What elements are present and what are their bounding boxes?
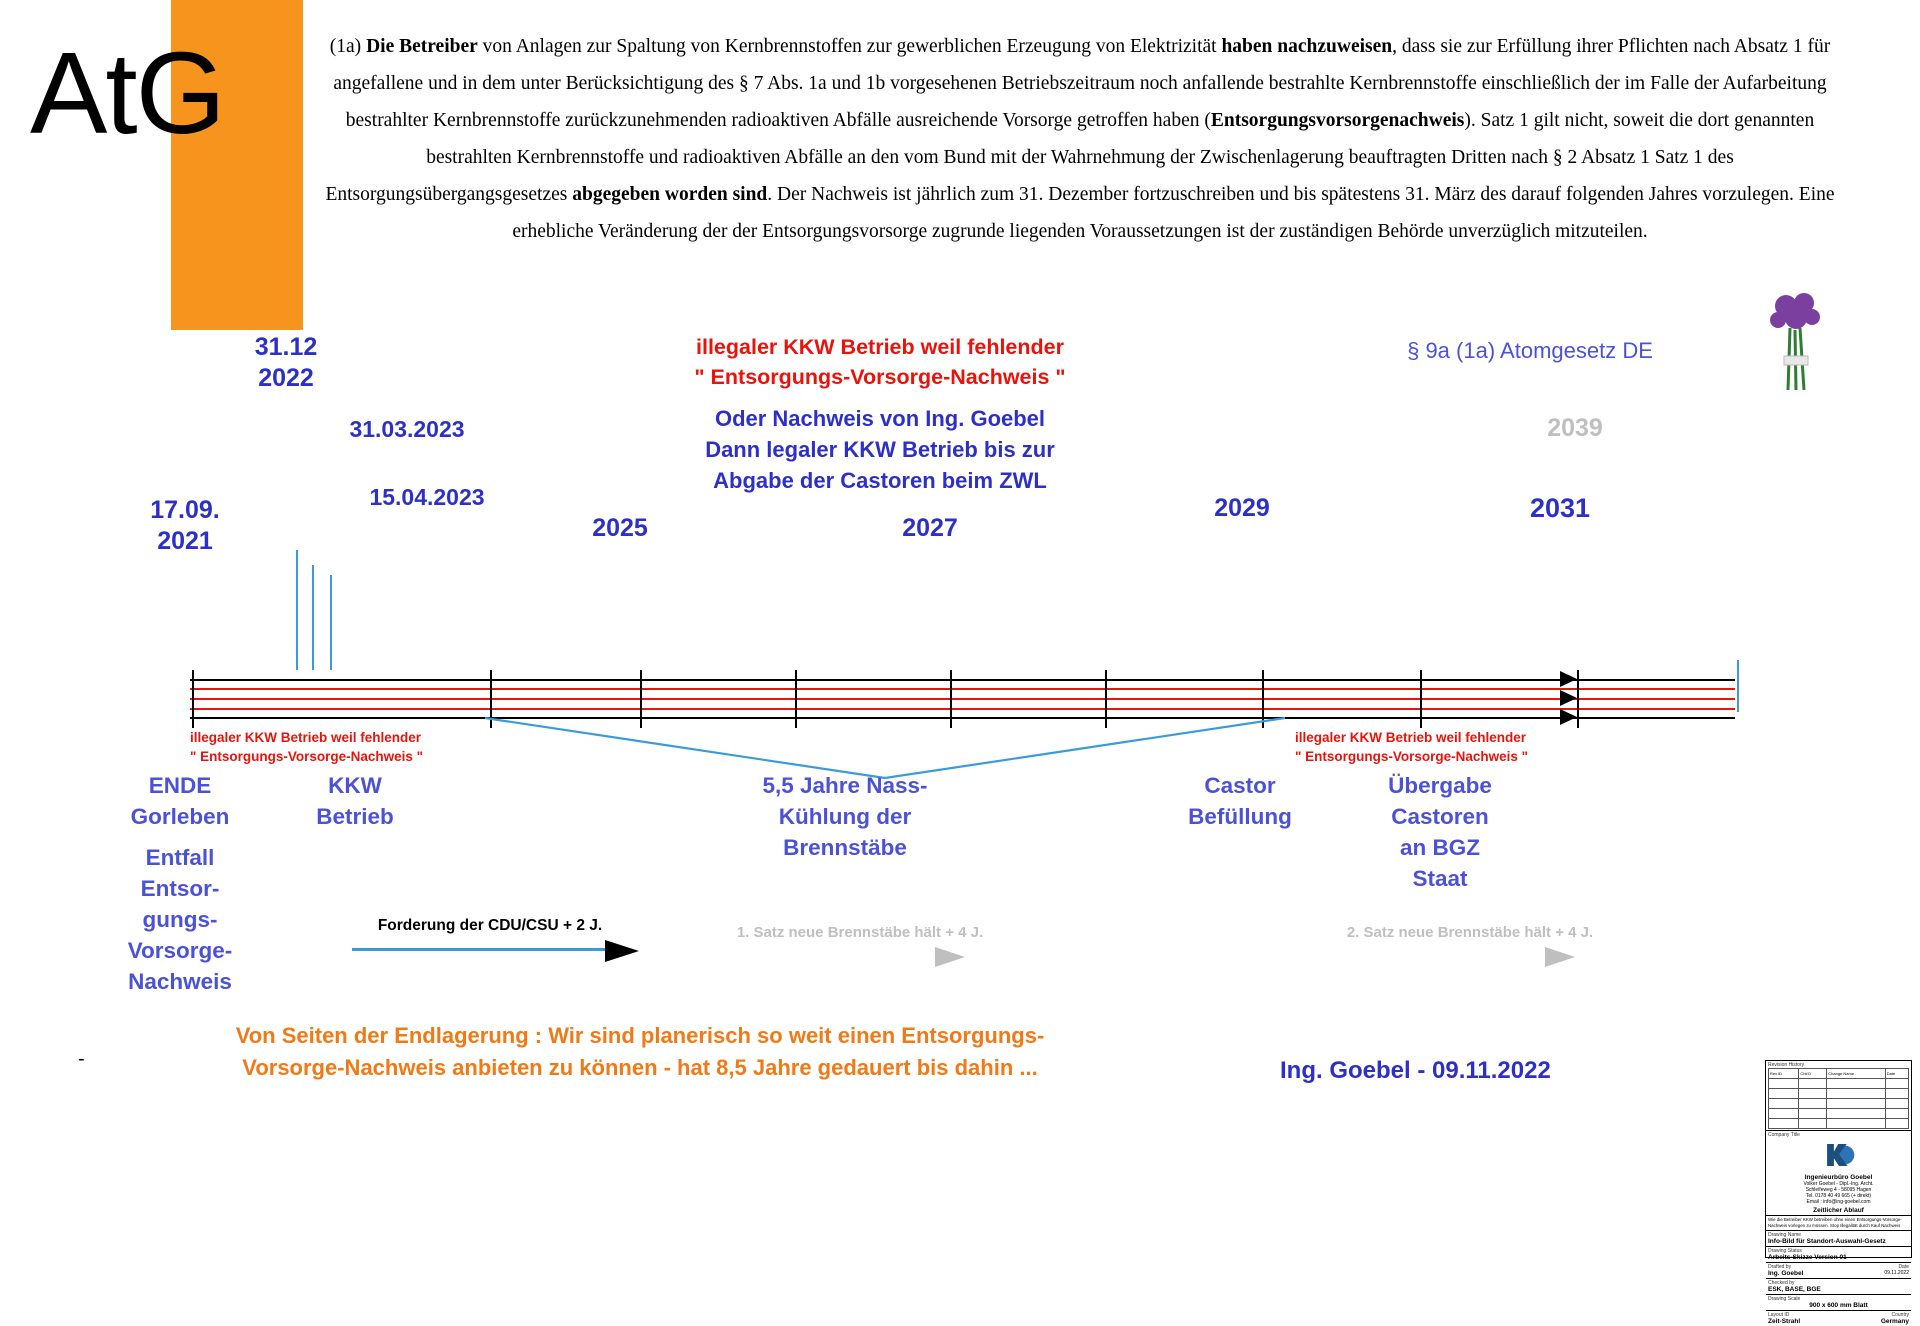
drawing-name-section [1766,1231,1911,1247]
label-law-reference: § 9a (1a) Atomgesetz DE [1407,338,1653,363]
drafted-by-value: Ing. Goebel [1768,1270,1804,1277]
drafted-date-value: 09.11.2022 [1884,1270,1909,1276]
timeline-rail-top [190,679,1735,681]
checked-by-label: Checked by [1768,1280,1795,1286]
drawing-title-block [1765,1060,1912,1325]
arrowhead-cdu [605,940,639,962]
category-castor-befuellung: Castor Befüllung [1188,773,1292,829]
country-value: Germany [1880,1318,1909,1325]
rev-col-date: Date [1885,1069,1908,1079]
country-label: Country [1891,1312,1909,1318]
dropline-31-03-2023 [312,565,314,670]
dropline-2039 [1737,660,1739,712]
atg-logo-text: AtG [30,28,224,158]
description-section [1766,1216,1911,1231]
timeline-rail-red-1 [190,688,1735,690]
rev-col-chk: Chk'D [1799,1069,1827,1079]
drawing-scale-label: Drawing Scale [1768,1296,1801,1302]
company-address-1: Volker Goebel - Dipl.-Ing. Archt. [1803,1181,1874,1187]
drawing-status-section [1766,1247,1911,1263]
revision-history-section [1766,1061,1911,1131]
layout-id-value: Zeit-Strahl [1768,1318,1801,1325]
revision-history-table [1768,1068,1909,1129]
timeline-diagram [0,330,1920,1259]
dropline-2022 [296,550,298,670]
company-name: Ingenieurbüro Goebel [1804,1174,1873,1181]
tick-2031 [1577,670,1579,728]
label-year-2031: 2031 [1529,493,1591,523]
flower-bouquet-icon [1760,290,1830,400]
company-logo-icon [1822,1141,1856,1169]
note-endlagerung: Von Seiten der Endlagerung : Wir sind planerisch so weit einen Entsorgungs- Vorsorge-Nachweis anbieten zu können - hat 8,5 Jahre gedauert bis dahin ... [235,1023,1045,1080]
drawing-status-value: Arbeits-Skizze Version 01 [1768,1254,1847,1261]
category-nasskuehlung: 5,5 Jahre Nass- Kühlung der Brennstäbe [762,773,928,860]
layout-id-section [1766,1311,1911,1326]
drafted-by-section [1766,1263,1911,1279]
drawing-name-value: Info-Bild für Standort-Auswahl-Gesetz [1768,1238,1886,1245]
checked-by-section [1766,1279,1911,1295]
note-illegal-operation-top: illegaler KKW Betrieb weil fehlender " Entsorgungs-Vorsorge-Nachweis " [694,335,1066,389]
drafted-by-label: Drafted by [1768,1264,1792,1270]
label-year-2025: 2025 [592,514,648,542]
note-illegal-right: illegaler KKW Betrieb weil fehlender " Entsorgungs-Vorsorge-Nachweis " [1295,730,1529,764]
rev-col-id: Rev.ID [1769,1069,1799,1079]
drawing-status-label: Drawing Status [1768,1248,1802,1254]
label-date-15-04-2023: 15.04.2023 [369,484,485,510]
company-section [1766,1131,1911,1216]
dropline-15-04-2023 [330,575,332,670]
checked-by-value: ESK, BASE, BGE [1768,1286,1821,1293]
arrowhead-bottom [1560,709,1577,725]
label-forderung-cdu: Forderung der CDU/CSU + 2 J. [377,917,603,934]
description-text: Wie die Betreiber KKW betreiben ohne einen Entsorgungs-Vorsorge-Nachweis vorlegen zu müssen. Stop Illegalität durch Kauf Nachweis [1768,1217,1902,1228]
arrowhead-top [1560,671,1577,687]
drawing-name-label: Drawing Name [1768,1232,1802,1238]
arrowhead-fuel-set-1 [935,947,965,967]
company-address-4: Email : info@ing-goebel.com [1806,1199,1871,1205]
arrow-line-cdu [352,948,607,951]
label-year-2039: 2039 [1547,414,1603,442]
arrowhead-middle [1560,690,1577,706]
label-fuel-set-1: 1. Satz neue Brennstäbe hält + 4 J. [736,924,984,941]
signature-label: Ing. Goebel - 09.11.2022 [1280,1057,1551,1084]
label-date-31-03-2023: 31.03.2023 [349,416,465,442]
dash-marker: - [78,1048,85,1070]
law-paragraph: (1a) Die Betreiber von Anlagen zur Spaltung von Kernbrennstoffen zur gewerblichen Erzeugung von Elektrizität haben nachzuweisen, dass sie zur Erfüllung ihrer Pflichten nach Absatz 1 für angefallene und in dem unter Berücksichtigung des § 7 Abs. 1a und 1b vorgesehenen Betriebszeitraum noch anfallende bestrahlte Kernbrennstoffe einschließlich der im Falle der Aufarbeitung bestrahlter Kernbrennstoffe zurückzunehmenden radioaktiven Abfälle ausreichende Vorsorge getroffen haben (Entsorgungsvorsorgenachweis). Satz 1 gilt nicht, soweit die dort genannten bestrahlten Kernbrennstoffe und radioaktiven Abfälle an den vom Bund mit der Wahrnehmung der Zwischenlagerung beauftragten Dritten nach § 2 Absatz 1 Satz 1 des Entsorgungsübergangsgesetzes abgegeben worden sind. Der Nachweis ist jährlich zum 31. Dezember fortzuschreiben und bis spätestens 31. März des darauf folgenden Jahres vorzulegen. Eine erhebliche Veränderung der der Entsorgungsvorsorge zugrunde liegenden Voraussetzungen ist der zuständigen Behörde unverzüglich mitzuteilen. [325,36,1835,242]
category-entfall-nachweis: Entfall Entsor- gungs- Vorsorge- Nachweis [127,845,233,994]
tick-2021 [192,670,194,728]
label-year-2027: 2027 [902,514,958,542]
category-uebergabe-castoren: Übergabe Castoren an BGZ Staat [1388,773,1492,891]
timeline-rail-red-2 [190,698,1735,700]
drawing-scale-value: 900 x 600 mm Blatt [1809,1302,1868,1309]
category-kkw-betrieb: KKW Betrieb [316,773,394,829]
drafted-date-label: Date [1898,1264,1909,1270]
company-address-3: Tel. 0178 40 49 665 (+ direkt) [1805,1193,1872,1199]
company-title-label: Company Title [1768,1132,1800,1138]
layout-id-label: Layout ID [1768,1312,1790,1318]
revision-history-label: Revision History [1768,1062,1805,1068]
note-goebel-proof: Oder Nachweis von Ing. Goebel Dann legaler KKW Betrieb bis zur Abgabe der Castoren beim ZWL [705,406,1055,493]
category-ende-gorleben: ENDE Gorleben [130,773,230,829]
company-address-2: Schleifeweg 4 - 58095 Hagen [1805,1187,1872,1193]
timeline-rail-red-3 [190,708,1735,710]
drawing-scale-section [1766,1295,1911,1311]
arrowhead-fuel-set-2 [1545,947,1575,967]
label-year-2029: 2029 [1214,494,1270,522]
note-illegal-left: illegaler KKW Betrieb weil fehlender " Entsorgungs-Vorsorge-Nachweis " [190,730,424,764]
rev-col-name: Change Name [1827,1069,1885,1079]
label-date-2022: 31.12 2022 [254,333,318,392]
label-fuel-set-2: 2. Satz neue Brennstäbe hält + 4 J. [1346,924,1594,941]
label-date-2021: 17.09. 2021 [150,496,220,555]
tick-2030 [1420,670,1422,728]
drawing-title: Zeitlicher Ablauf [1813,1207,1864,1214]
